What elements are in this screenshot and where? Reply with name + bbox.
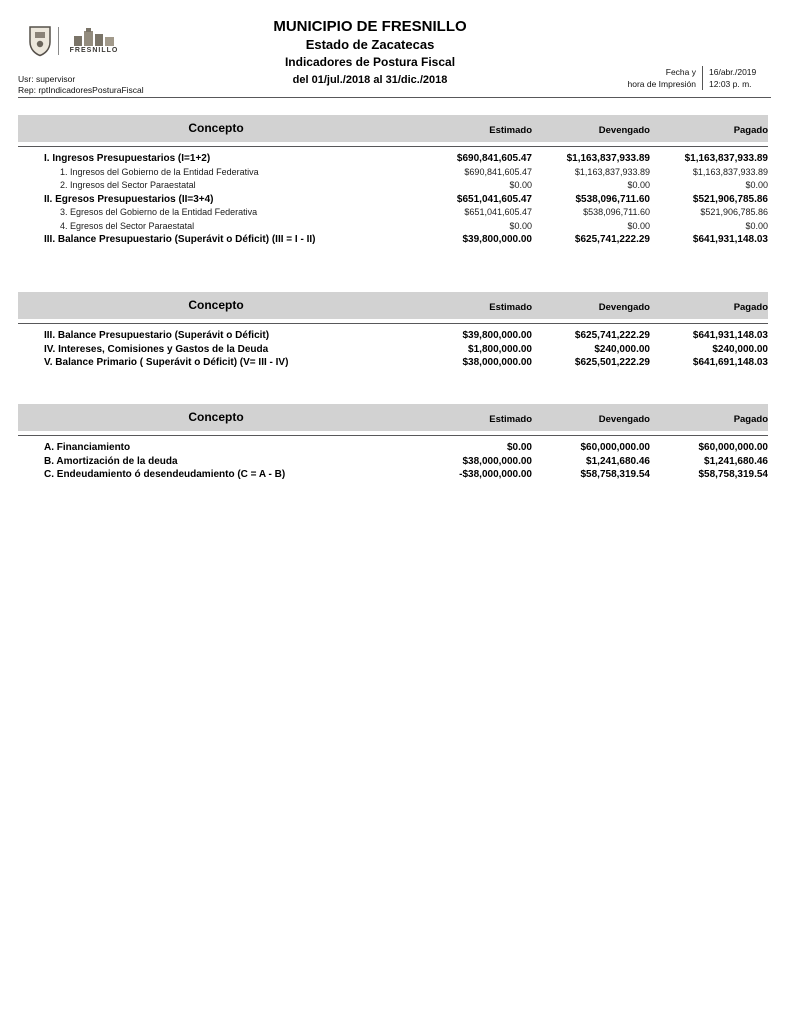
table-header-band bbox=[18, 292, 768, 319]
pagado-cell: $521,906,785.86 bbox=[700, 207, 768, 217]
page-title: MUNICIPIO DE FRESNILLO bbox=[273, 18, 467, 35]
print-info bbox=[627, 66, 771, 90]
table-divider bbox=[18, 146, 768, 147]
table-rows bbox=[18, 329, 768, 370]
concepto-cell: III. Balance Presupuestario (Superávit o Déficit) bbox=[44, 330, 270, 341]
devengado-cell: $625,741,222.29 bbox=[574, 330, 650, 341]
print-date-value: 16/abr./2019 bbox=[709, 67, 757, 77]
pagado-cell: $240,000.00 bbox=[712, 343, 768, 355]
print-time-label: hora de Impresión bbox=[627, 79, 696, 89]
concepto-cell: C. Endeudamiento ó desendeudamiento (C = A - B) bbox=[44, 469, 286, 480]
estimado-cell: $38,000,000.00 bbox=[462, 455, 532, 467]
estimado-cell: $651,041,605.47 bbox=[464, 207, 532, 217]
table-row bbox=[18, 193, 768, 207]
pagado-cell: $58,758,319.54 bbox=[698, 469, 768, 480]
column-header-pagado: Pagado bbox=[733, 302, 768, 313]
pagado-cell: $641,691,148.03 bbox=[692, 357, 768, 368]
concepto-cell: A. Financiamiento bbox=[44, 442, 131, 453]
column-header-estimado: Estimado bbox=[489, 414, 532, 425]
pagado-cell: $1,241,680.46 bbox=[704, 455, 768, 467]
estimado-cell: $0.00 bbox=[509, 220, 532, 231]
pagado-cell: $1,163,837,933.89 bbox=[684, 153, 768, 164]
table-rows bbox=[18, 441, 768, 482]
concepto-cell: II. Egresos Presupuestarios (II=3+4) bbox=[44, 193, 214, 205]
devengado-cell: $0.00 bbox=[627, 180, 650, 190]
table-row bbox=[18, 166, 768, 180]
table-financiamiento bbox=[18, 404, 768, 482]
devengado-cell: $538,096,711.60 bbox=[583, 207, 650, 217]
devengado-cell: $625,741,222.29 bbox=[574, 234, 650, 245]
table-row bbox=[18, 468, 768, 482]
report-period: del 01/jul./2018 al 31/dic./2018 bbox=[292, 74, 448, 86]
concepto-cell: IV. Intereses, Comisiones y Gastos de la Deuda bbox=[44, 343, 269, 355]
column-header-pagado: Pagado bbox=[733, 414, 768, 425]
estimado-cell: $690,841,605.47 bbox=[456, 153, 532, 164]
table-divider bbox=[18, 323, 768, 324]
table-row bbox=[18, 356, 768, 370]
devengado-cell: $58,758,319.54 bbox=[580, 469, 650, 480]
table-header-band bbox=[18, 115, 768, 142]
estimado-cell: $651,041,605.47 bbox=[456, 193, 532, 205]
table-divider bbox=[18, 435, 768, 436]
concepto-cell: 3. Egresos del Gobierno de la Entidad Federativa bbox=[60, 207, 258, 217]
table-presupuestario bbox=[18, 115, 768, 247]
estimado-cell: -$38,000,000.00 bbox=[459, 469, 532, 480]
report-name: Indicadores de Postura Fiscal bbox=[284, 55, 456, 69]
table-rows bbox=[18, 152, 768, 247]
column-header-concepto: Concepto bbox=[188, 298, 244, 312]
table-row bbox=[18, 220, 768, 234]
table-header-band bbox=[18, 404, 768, 431]
pagado-cell: $641,931,148.03 bbox=[692, 330, 768, 341]
concepto-cell: 1. Ingresos del Gobierno de la Entidad Federativa bbox=[60, 166, 259, 177]
table-row bbox=[18, 152, 768, 166]
pagado-cell: $0.00 bbox=[745, 220, 768, 231]
table-row bbox=[18, 206, 768, 220]
estimado-cell: $0.00 bbox=[509, 180, 532, 190]
table-row bbox=[18, 179, 768, 193]
fresnillo-logo-text: FRESNILLO bbox=[69, 47, 119, 54]
column-header-concepto: Concepto bbox=[188, 121, 244, 135]
devengado-cell: $240,000.00 bbox=[594, 343, 650, 355]
table-row bbox=[18, 455, 768, 469]
devengado-cell: $0.00 bbox=[627, 220, 650, 231]
estimado-cell: $0.00 bbox=[506, 442, 532, 453]
devengado-cell: $538,096,711.60 bbox=[575, 193, 650, 205]
table-row bbox=[18, 343, 768, 357]
table-balance bbox=[18, 292, 768, 370]
print-info-labels bbox=[627, 66, 702, 90]
devengado-cell: $60,000,000.00 bbox=[580, 442, 650, 453]
table-row bbox=[18, 441, 768, 455]
devengado-cell: $1,241,680.46 bbox=[586, 455, 650, 467]
concepto-cell: B. Amortización de la deuda bbox=[44, 455, 178, 467]
estimado-cell: $38,000,000.00 bbox=[462, 357, 532, 368]
devengado-cell: $625,501,222.29 bbox=[574, 357, 650, 368]
estimado-cell: $39,800,000.00 bbox=[462, 234, 532, 245]
column-header-devengado: Devengado bbox=[598, 125, 650, 136]
print-info-values bbox=[702, 66, 771, 90]
concepto-cell: 2. Ingresos del Sector Paraestatal bbox=[60, 180, 196, 190]
header-divider bbox=[18, 97, 771, 98]
report-meta bbox=[18, 74, 144, 96]
concepto-cell: I. Ingresos Presupuestarios (I=1+2) bbox=[44, 153, 211, 164]
column-header-devengado: Devengado bbox=[598, 302, 650, 313]
pagado-cell: $60,000,000.00 bbox=[698, 442, 768, 453]
pagado-cell: $521,906,785.86 bbox=[692, 193, 768, 205]
column-header-estimado: Estimado bbox=[489, 125, 532, 136]
column-header-concepto: Concepto bbox=[188, 410, 244, 424]
column-header-pagado: Pagado bbox=[733, 125, 768, 136]
concepto-cell: 4. Egresos del Sector Paraestatal bbox=[60, 220, 195, 231]
pagado-cell: $641,931,148.03 bbox=[692, 234, 768, 245]
concepto-cell: III. Balance Presupuestario (Superávit o Déficit) (III = I - II) bbox=[44, 234, 316, 245]
user-label: Usr: supervisor bbox=[18, 74, 76, 84]
state-subtitle: Estado de Zacatecas bbox=[305, 37, 435, 52]
column-header-devengado: Devengado bbox=[598, 414, 650, 425]
print-date-label: Fecha y bbox=[665, 67, 696, 77]
concepto-cell: V. Balance Primario ( Superávit o Déficit) (V= III - IV) bbox=[44, 357, 289, 368]
pagado-cell: $1,163,837,933.89 bbox=[692, 166, 768, 177]
report-id-label: Rep: rptIndicadoresPosturaFiscal bbox=[18, 85, 144, 95]
print-time-value: 12:03 p. m. bbox=[709, 79, 752, 89]
devengado-cell: $1,163,837,933.89 bbox=[566, 153, 650, 164]
column-header-estimado: Estimado bbox=[489, 302, 532, 313]
estimado-cell: $39,800,000.00 bbox=[462, 330, 532, 341]
table-row bbox=[18, 233, 768, 247]
estimado-cell: $1,800,000.00 bbox=[468, 343, 532, 355]
devengado-cell: $1,163,837,933.89 bbox=[574, 166, 650, 177]
table-row bbox=[18, 329, 768, 343]
pagado-cell: $0.00 bbox=[745, 180, 768, 190]
estimado-cell: $690,841,605.47 bbox=[464, 166, 532, 177]
